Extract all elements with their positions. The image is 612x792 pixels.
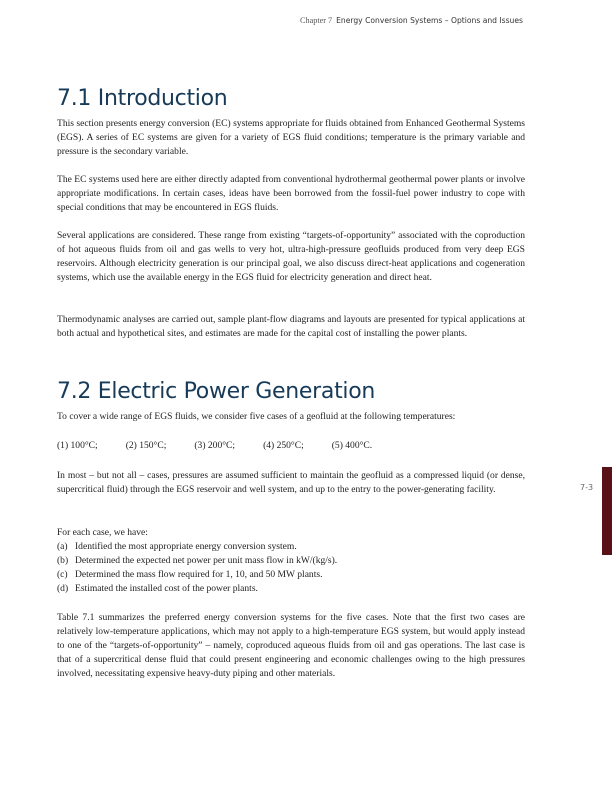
list-text: Determined the expected net power per unit mass flow in kW/(kg/s). xyxy=(75,555,338,566)
chapter-tab xyxy=(602,467,612,555)
list-item xyxy=(57,582,525,596)
list-item xyxy=(57,568,525,582)
list-key: (c) xyxy=(57,569,68,580)
paragraph: The EC systems used here are either directly adapted from conventional hydrothermal geothermal power plants or involve appropriate modifications. In certain cases, ideas have been borrowed from the fossil-fuel power industry to cope with special conditions that may be encountered in EGS fluids. xyxy=(57,174,525,213)
list-text: Determined the mass flow required for 1, 10, and 50 MW plants. xyxy=(75,569,323,580)
list-intro: For each case, we have: xyxy=(57,527,148,538)
list-key: (a) xyxy=(57,541,68,552)
list-text: Estimated the installed cost of the power plants. xyxy=(75,583,258,594)
paragraph: Table 7.1 summarizes the preferred energy conversion systems for the five cases. Note that the first two cases are relatively low-temperature applications, which may not apply to a high-temperature EGS system, but would apply instead to one of the “targets-of-opportunity” – namely, coproduced aqueous fluids from oil and gas operations. The last case is that of a supercritical dense fluid that could present engineering and economic challenges owing to the high pressures involved, necessitating expensive heavy-duty piping and other materials. xyxy=(57,612,525,679)
section-heading-electric-power: 7.2 Electric Power Generation xyxy=(57,379,376,404)
temperature-case: (4) 250°C; xyxy=(263,440,304,451)
list-key: (d) xyxy=(57,583,69,594)
list-text: Identified the most appropriate energy conversion system. xyxy=(75,541,297,552)
paragraph: In most – but not all – cases, pressures are assumed sufficient to maintain the geofluid as a compressed liquid (or dense, supercritical fluid) through the EGS reservoir and well system, and up to the entry to the power-generating facility. xyxy=(57,470,525,495)
running-header xyxy=(300,16,523,25)
temperature-case: (3) 200°C; xyxy=(194,440,236,451)
temperature-case: (5) 400°C. xyxy=(331,440,373,451)
case-list xyxy=(57,540,525,596)
list-item xyxy=(57,540,525,554)
paragraph: Several applications are considered. These range from existing “targets-of-opportunity” associated with the coproduction of hot aqueous fluids from oil and gas wells to very hot, ultra-high-pressure geofluids produced from very deep EGS reservoirs. Although electricity generation is our principal goal, we also discuss direct-heat applications and cogeneration systems, which use the available energy in the EGS fluid for electricity generation and direct heat. xyxy=(57,230,525,283)
paragraph: Thermodynamic analyses are carried out, sample plant-flow diagrams and layouts are presented for typical applications at both actual and hypothetical sites, and estimates are made for the capital cost of installing the power plants. xyxy=(57,314,525,339)
paragraph: This section presents energy conversion (EC) systems appropriate for fluids obtained from Enhanced Geothermal Systems (EGS). A series of EC systems are given for a variety of EGS fluid conditions; temperature is the primary variable and pressure is the secondary variable. xyxy=(57,118,525,157)
temperature-case: (1) 100°C; xyxy=(57,440,98,451)
temperature-case: (2) 150°C; xyxy=(125,440,167,451)
chapter-label: Chapter 7 xyxy=(300,16,333,25)
temperature-cases xyxy=(57,440,400,451)
chapter-title: Energy Conversion Systems – Options and Issues xyxy=(336,16,523,25)
page-number: 7-3 xyxy=(580,483,594,492)
section-heading-introduction: 7.1 Introduction xyxy=(57,86,228,111)
paragraph: To cover a wide range of EGS fluids, we consider five cases of a geofluid at the following temperatures: xyxy=(57,411,456,422)
list-key: (b) xyxy=(57,555,69,566)
list-item xyxy=(57,554,525,568)
